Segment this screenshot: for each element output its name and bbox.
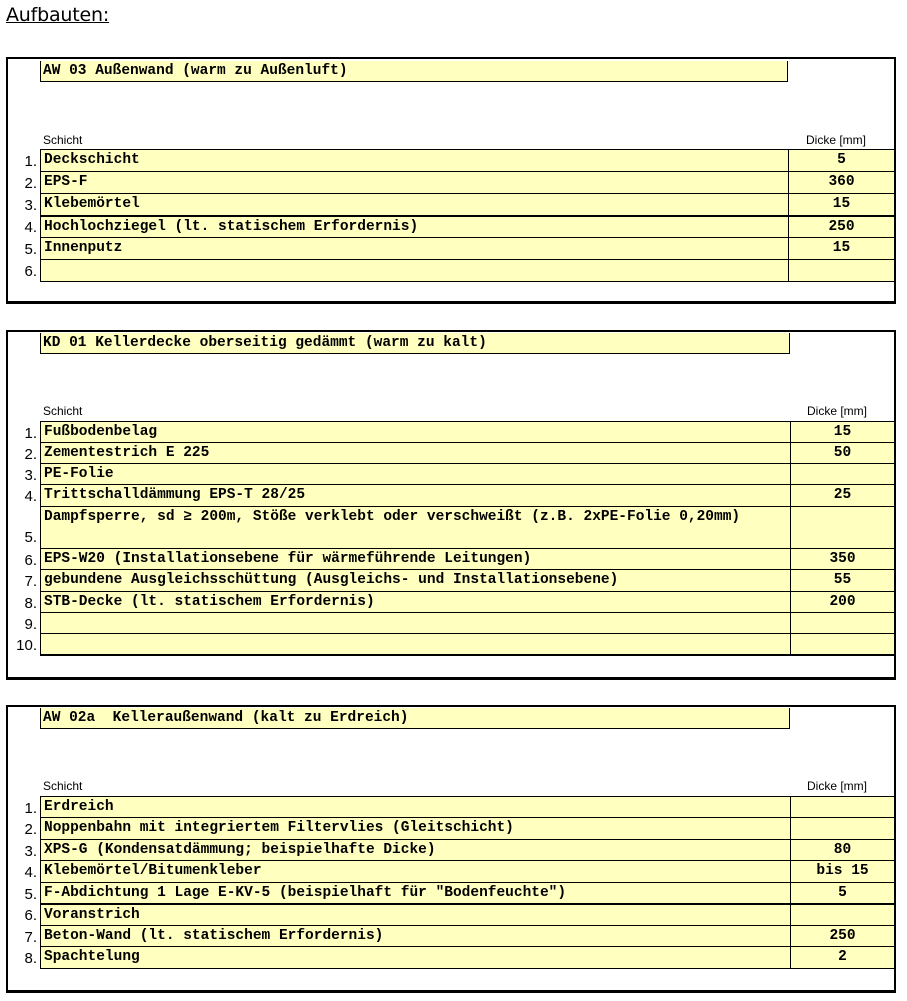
row-number: 7. [24,929,37,946]
layer-name: Voranstrich [40,903,790,925]
row-number: 3. [24,197,37,214]
table-row [8,925,894,946]
layer-name: XPS-G (Kondensatdämmung; beispielhafte Dicke) [40,839,790,860]
layer-name: Beton-Wand (lt. statischem Erfordernis) [40,925,790,946]
row-number: 1. [24,800,37,817]
row-number: 6. [24,552,37,569]
table-row [8,484,894,506]
table-bottom-rule [40,654,894,656]
layer-thickness [790,506,894,548]
layer-thickness: 350 [790,548,894,569]
layer-name: EPS-F [40,171,788,193]
layer-name: EPS-W20 (Installationsebene für wärmeführende Leitungen) [40,548,790,569]
layer-thickness [790,903,894,925]
layer-thickness: 250 [788,215,894,237]
layer-name: STB-Decke (lt. statischem Erfordernis) [40,591,790,612]
layer-name: Klebemörtel/Bitumenkleber [40,860,790,882]
layer-table [8,796,894,969]
layer-name: Dampfsperre, sd ≥ 200m, Stöße verklebt oder verschweißt (z.B. 2xPE-Folie 0,20mm) [40,506,790,548]
block-title: KD 01 Kellerdecke oberseitig gedämmt (warm zu kalt) [40,333,790,354]
row-number: 10. [16,637,37,654]
block-title: AW 03 Außenwand (warm zu Außenluft) [40,61,788,82]
page-heading: Aufbauten: [6,4,110,26]
table-row [8,946,894,968]
layer-thickness: 200 [790,591,894,612]
layer-name: Zementestrich E 225 [40,442,790,463]
construction-block [6,330,896,680]
row-number: 4. [24,864,37,881]
row-number: 7. [24,573,37,590]
row-number: 3. [24,467,37,484]
table-row [8,193,894,215]
row-number: 9. [24,616,37,633]
row-number: 6. [24,263,37,280]
layer-thickness [788,259,894,281]
column-label-thickness: Dicke [mm] [806,133,866,147]
layer-name: Deckschicht [40,149,788,171]
table-row [8,633,894,654]
table-bottom-rule [40,968,894,969]
table-row [8,817,894,839]
row-number: 5. [24,886,37,903]
layer-thickness: 2 [790,946,894,968]
layer-name: PE-Folie [40,463,790,484]
row-number: 4. [24,219,37,236]
column-label-layer: Schicht [43,779,83,793]
table-row [8,796,894,817]
table-row [8,442,894,463]
layer-thickness: 55 [790,569,894,591]
table-row [8,463,894,484]
row-number: 5. [24,241,37,258]
table-row [8,591,894,612]
layer-thickness: 5 [790,882,894,903]
layer-name: F-Abdichtung 1 Lage E-KV-5 (beispielhaft für "Bodenfeuchte") [40,882,790,903]
table-row [8,612,894,633]
layer-name [40,633,790,654]
table-row [8,839,894,860]
layer-name: Hochlochziegel (lt. statischem Erfordernis) [40,215,788,237]
table-row [8,548,894,569]
construction-block [6,705,896,993]
row-number: 2. [24,821,37,838]
table-row [8,149,894,171]
table-row [8,171,894,193]
block-title: AW 02a Kelleraußenwand (kalt zu Erdreich) [40,708,790,729]
layer-thickness: 80 [790,839,894,860]
layer-name: Klebemörtel [40,193,788,215]
column-label-thickness: Dicke [mm] [807,779,867,793]
layer-thickness: 15 [788,193,894,215]
layer-name: Trittschalldämmung EPS-T 28/25 [40,484,790,506]
column-label-thickness: Dicke [mm] [807,404,867,418]
layer-table [8,421,894,656]
row-number: 2. [24,175,37,192]
row-number: 8. [24,595,37,612]
row-number: 1. [24,153,37,170]
row-number: 6. [24,907,37,924]
layer-thickness: 50 [790,442,894,463]
row-number: 3. [24,843,37,860]
layer-thickness [790,463,894,484]
layer-thickness [790,633,894,654]
layer-name: Fußbodenbelag [40,421,790,442]
table-row [8,215,894,237]
table-row [8,421,894,442]
row-number: 1. [24,425,37,442]
layer-name: Erdreich [40,796,790,817]
layer-thickness [790,612,894,633]
table-row [8,259,894,281]
row-number: 4. [24,488,37,505]
layer-thickness [790,817,894,839]
layer-thickness: 5 [788,149,894,171]
layer-table [8,149,894,282]
table-row [8,860,894,882]
layer-thickness: bis 15 [790,860,894,882]
table-row [8,506,894,548]
layer-thickness: 250 [790,925,894,946]
table-row [8,903,894,925]
layer-name: Innenputz [40,237,788,259]
column-label-layer: Schicht [43,133,83,147]
table-row [8,569,894,591]
layer-thickness: 360 [788,171,894,193]
construction-block [6,57,896,304]
layer-thickness [790,796,894,817]
layer-name: gebundene Ausgleichsschüttung (Ausgleichs- und Installationsebene) [40,569,790,591]
layer-name [40,612,790,633]
row-number: 2. [24,446,37,463]
layer-thickness: 15 [790,421,894,442]
layer-thickness: 25 [790,484,894,506]
table-bottom-rule [40,281,894,282]
table-row [8,237,894,259]
row-number: 5. [24,529,37,546]
layer-thickness: 15 [788,237,894,259]
layer-name: Spachtelung [40,946,790,968]
layer-name: Noppenbahn mit integriertem Filtervlies (Gleitschicht) [40,817,790,839]
column-label-layer: Schicht [43,404,83,418]
layer-name [40,259,788,281]
row-number: 8. [24,950,37,967]
table-row [8,882,894,903]
